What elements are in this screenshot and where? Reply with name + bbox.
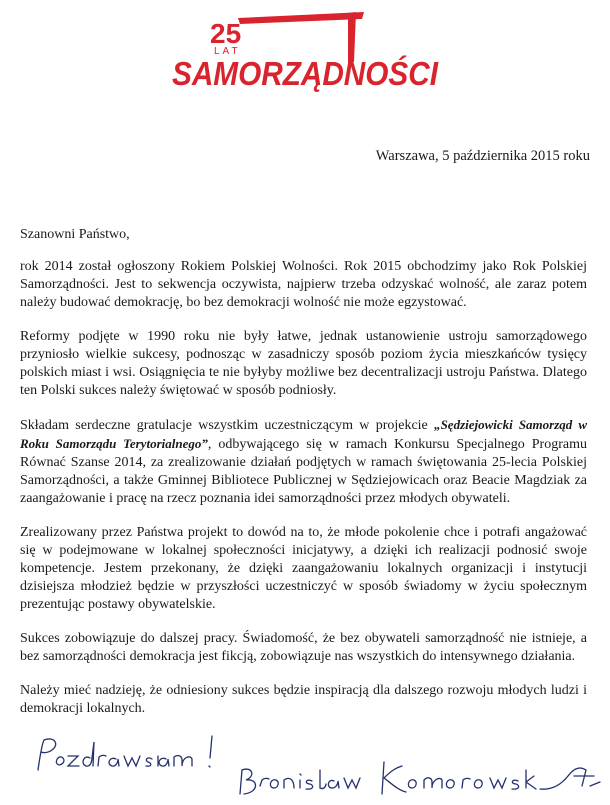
logo-sub: LAT [214,46,241,57]
place-date: Warszawa, 5 października 2015 roku [375,148,590,164]
letter-body [20,226,587,734]
flag-banner [238,12,364,24]
signature-graphic [234,756,602,800]
paragraph-1: rok 2014 został ogłoszony Rokiem Polskiej Wolności. Rok 2015 obchodzimy jako Rok Polskiej Samorządności. Jest to sekwencja oczywista, najpierw trzeba odzyskać wolność, ale zaraz potem należy budować demokrację, bo bez demokracji wolność nie może egzystować. [20,259,587,310]
salutation: Szanowni Państwo, [20,227,130,242]
paragraph-3 [20,416,587,508]
anniversary-logo [168,10,448,95]
logo-number: 25 [210,18,242,49]
paragraph-4: Zrealizowany przez Państwa projekt to dowód na to, że młode pokolenie chce i potrafi angażować się w podejmowane w lokalnej społeczności inicjatywy, a dzięki ich realizacji podnosić swoje kompetencje. Jestem przekonany, że dzięki zaangażowaniu lokalnych organizacji i instytucji dzisiejsza młodzież będzie w przyszłości uczestniczyć w sposób świadomy w życiu społecznym prezentując postawy obywatelskie. [20,525,587,612]
paragraph-6: Należy mieć nadzieję, że odniesiony sukces będzie inspiracją dla dalszego rozwoju młodych ludzi i demokracji lokalnych. [20,683,587,716]
handwritten-greeting-graphic [34,734,224,782]
logo-word: SAMORZĄDNOŚCI [172,55,439,92]
signature [234,756,602,800]
paragraph-5: Sukces zobowiązuje do dalszej pracy. Świadomość, że bez obywateli samorządność nie istnieje, a bez samorządności demokracja jest fikcją, zobowiązuje nas wszystkich do intensywnego działania. [20,631,587,664]
paragraph-3-start: Składam serdeczne gratulacje wszystkim uczestniczącym w projekcie [20,418,435,433]
paragraph-2: Reformy podjęte w 1990 roku nie były łatwe, jednak ustanowienie ustroju samorządowego przyniosło wielkie sukcesy, podnosząc w zasadniczy sposób poziom życia mieszkańców tysięcy polskich miast i wsi. Osiągnięcia te nie byłyby możliwe bez decentralizacji ustroju Państwa. Dlatego ten Polski sukces należy świętować w sposób podniosły. [20,329,587,398]
project-title: „Sędziejowicki Samorząd w Roku Samorządu Terytorialnego” [20,417,587,451]
anniversary-logo-graphic [168,10,448,95]
handwritten-greeting [34,734,224,782]
paragraph-3-end: , odbywającego się w ramach Konkursu Specjalnego Programu Równać Szanse 2014, za zrealizowanie działań podjętych w ramach świętowania 25-lecia Polskiej Samorządności, a także Gminnej Bibliotece Publicznej w Sędziejowicach oraz Beacie Magdziak za zaangażowanie i pracę na rzecz poznania idei samorządności przez młodych obywateli. [20,437,587,506]
